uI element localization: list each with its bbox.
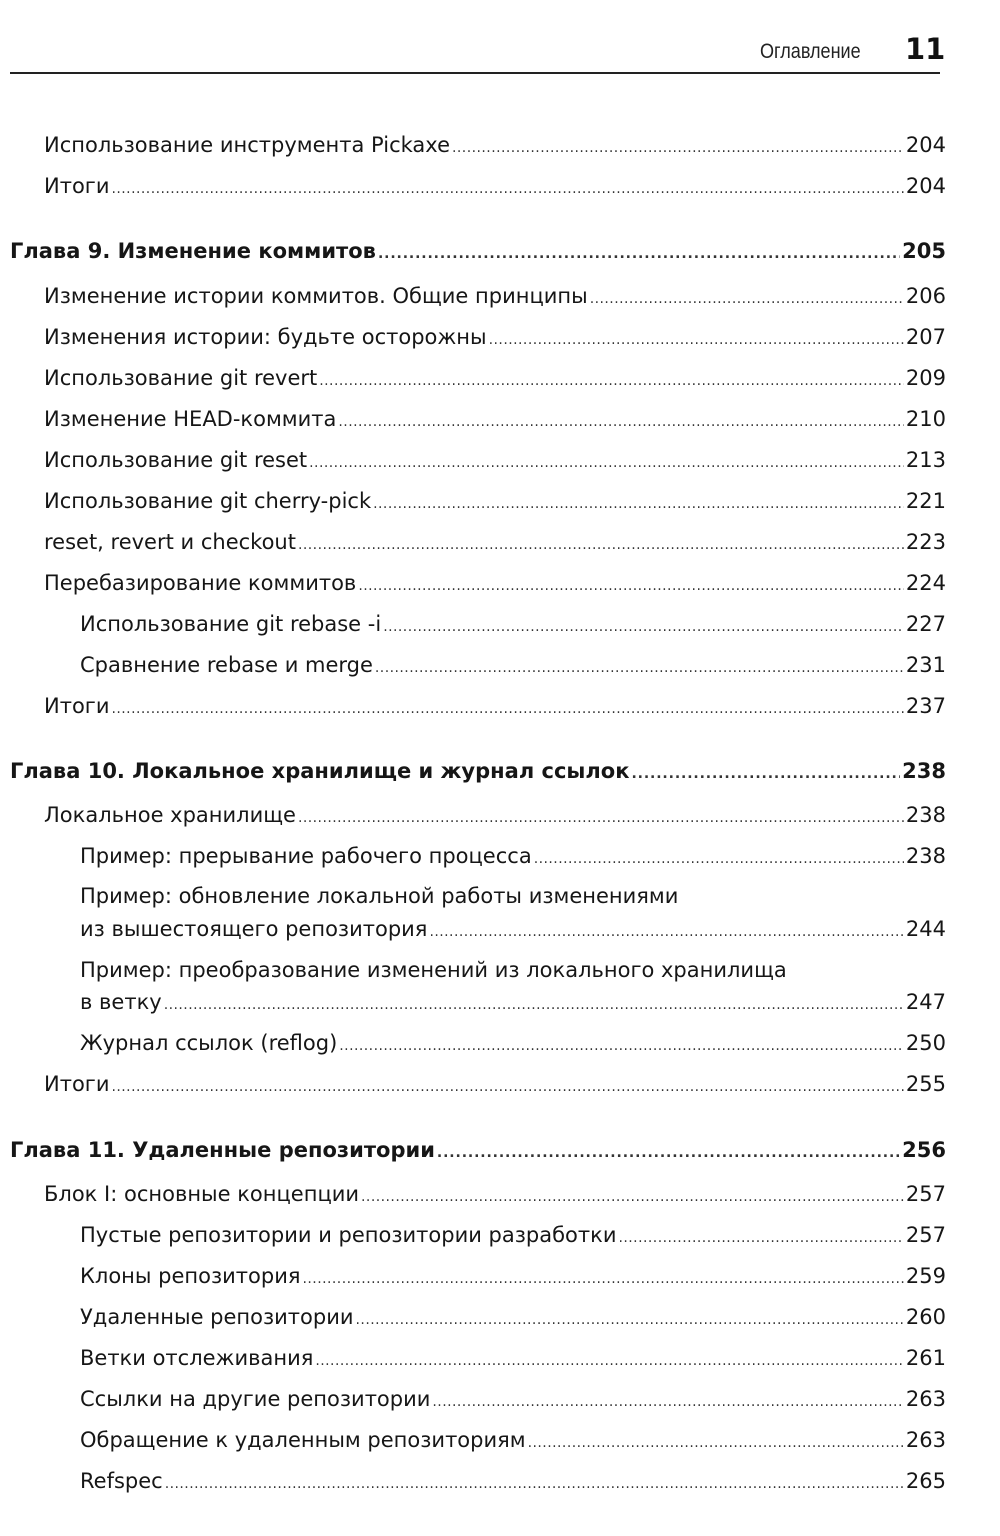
toc-subentry: Клоны репозитория . . . 259: [80, 1263, 946, 1292]
toc-entry: Изменение истории коммитов. Общие принципы . . . 206: [44, 283, 946, 312]
toc-subentry: Пустые репозитории и репозитории разработки . . . 257: [80, 1222, 946, 1251]
toc-subentry: Сравнение rebase и merge . . . 231: [80, 652, 946, 681]
toc-entry: Блок I: основные концепции . . . 257: [44, 1181, 946, 1210]
toc-subentry: Ветки отслеживания . . . 261: [80, 1345, 946, 1374]
toc-subentry: из вышестоящего репозитория . . . 244: [80, 916, 946, 945]
toc-entry: Итоги . . . 204: [44, 173, 946, 202]
toc-entry: Изменение HEAD-коммита . . . 210: [44, 406, 946, 435]
toc-entry: Использование git reset . . . 213: [44, 447, 946, 476]
toc-subentry: в ветку . . . 247: [80, 989, 946, 1018]
toc-entry: Локальное хранилище . . . 238: [44, 802, 946, 831]
toc-subentry: Ссылки на другие репозитории . . . 263: [80, 1386, 946, 1415]
page-header: [0, 0, 1000, 80]
toc-subentry: Удаленные репозитории . . . 260: [80, 1304, 946, 1333]
toc-subentry: Пример: прерывание рабочего процесса . . . 238: [80, 843, 946, 872]
page-number: 11: [905, 32, 946, 66]
toc-entry: Итоги . . . 237: [44, 693, 946, 722]
toc-entry: Изменения истории: будьте осторожны . . . 207: [44, 324, 946, 353]
toc-entry: Итоги . . . 255: [44, 1071, 946, 1100]
toc-chapter: Глава 11. Удаленные репозитории . . . 256: [10, 1137, 946, 1166]
running-header-title: Оглавление: [760, 40, 861, 63]
toc-entry: Перебазирование коммитов . . . 224: [44, 570, 946, 599]
toc-subentry: Обращение к удаленным репозиториям . . . 263: [80, 1427, 946, 1456]
header-rule: [10, 72, 940, 74]
toc-subentry: Использование git rebase -i . . . 227: [80, 611, 946, 640]
toc-entry: Использование git cherry-pick . . . 221: [44, 488, 946, 517]
toc-entry: reset, revert и checkout . . . 223: [44, 529, 946, 558]
toc-entry: Использование инструмента Pickaxe . . . 204: [44, 132, 946, 161]
toc-subentry: Журнал ссылок (reflog) . . . 250: [80, 1030, 946, 1059]
toc-chapter: Глава 10. Локальное хранилище и журнал ссылок . . . 238: [10, 758, 946, 787]
toc-subentry-line1: Пример: обновление локальной работы изменениями: [80, 884, 679, 908]
toc-chapter: Глава 9. Изменение коммитов . . . 205: [10, 238, 946, 267]
toc-subentry-line1: Пример: преобразование изменений из локального хранилища: [80, 958, 787, 982]
toc-entry: Использование git revert . . . 209: [44, 365, 946, 394]
toc-subentry: Refspec . . . 265: [80, 1468, 946, 1497]
